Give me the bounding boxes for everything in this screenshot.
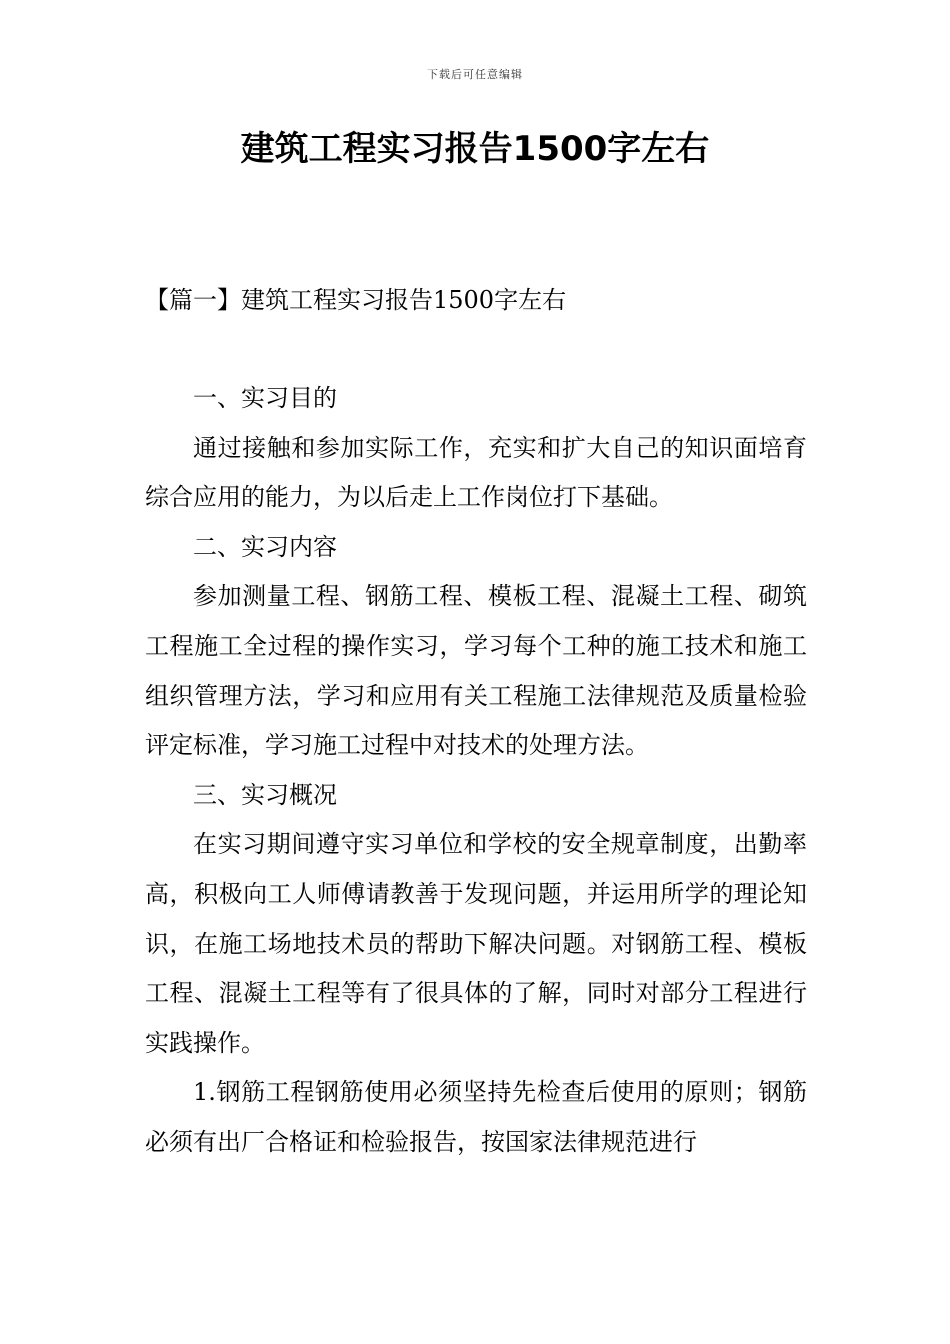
heading-purpose: 一、实习目的 — [193, 384, 337, 412]
paragraph-purpose: 通过接触和参加实际工作，充实和扩大自己的知识面培育综合应用的能力，为以后走上工作岗位打下基础。 — [145, 433, 807, 512]
header-note: 下载后可任意编辑 — [427, 68, 523, 81]
document-body — [145, 374, 807, 1168]
document-title: 建筑工程实习报告1500字左右 — [240, 129, 710, 169]
heading-overview: 三、实习概况 — [193, 780, 337, 809]
paragraph-overview: 在实习期间遵守实习单位和学校的安全规章制度，出勤率高，积极向工人师傅请教善于发现问题，并运用所学的理论知识，在施工场地技术员的帮助下解决问题。对钢筋工程、模板工程、混凝土工程等有了很具体的了解，同时对部分工程进行实践操作。 — [145, 830, 807, 1057]
paragraph-rebar: 1.钢筋工程钢筋使用必须坚持先检查后使用的原则；钢筋必须有出厂合格证和检验报告，按国家法律规范进行 — [145, 1078, 807, 1156]
paragraph-content: 参加测量工程、钢筋工程、模板工程、混凝土工程、砌筑工程施工全过程的操作实习，学习每个工种的施工技术和施工组织管理方法，学习和应用有关工程施工法律规范及质量检验评定标准，学习施工过程中对技术的处理方法。 — [145, 582, 807, 760]
heading-content: 二、实习内容 — [193, 532, 337, 561]
section-heading: 【篇一】建筑工程实习报告1500字左右 — [145, 286, 567, 314]
